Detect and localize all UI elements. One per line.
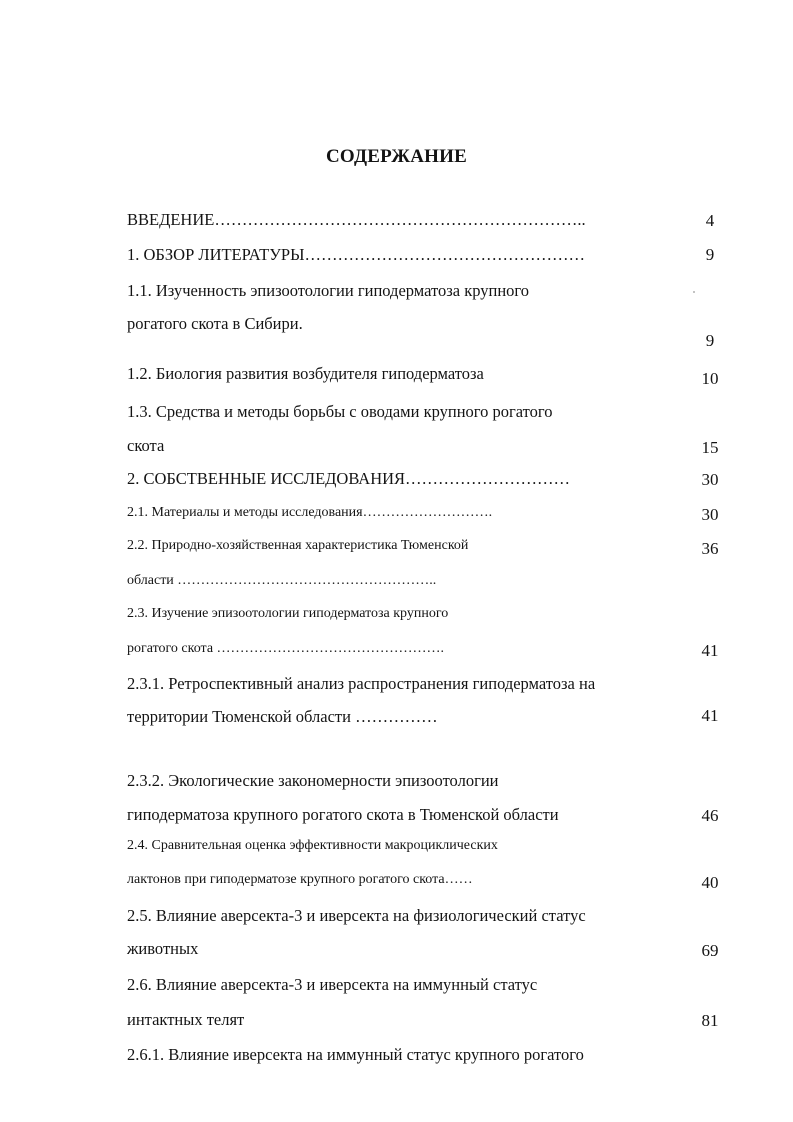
page-number: 69 [701, 941, 719, 960]
page-number: 46 [701, 806, 719, 825]
toc-entry-2-2-line1: 2.2. Природно-хозяйственная характеристика Тюменской [127, 538, 469, 553]
toc-entry-1-1-line2: рогатого скота в Сибири. [127, 314, 303, 333]
toc-entry-2-3-2-line2: гиподерматоза крупного рогатого скота в Тюменской области [127, 805, 559, 824]
toc-entry-2-5-line1: 2.5. Влияние аверсекта-3 и иверсекта на физиологический статус [127, 906, 586, 925]
toc-entry-2-3-line2: рогатого скота …………………………………………. [127, 641, 445, 656]
toc-entry-1-3-line2: скота [127, 436, 165, 455]
toc-entry-1-1-line1: 1.1. Изученность эпизоотологии гиподерматоза крупного [127, 281, 530, 300]
toc-entry-1-3-line1: 1.3. Средства и методы борьбы с оводами крупного рогатого [127, 402, 553, 421]
toc-entry-2-6-line2: интактных телят [127, 1010, 245, 1029]
toc-entry-1-2: 1.2. Биология развития возбудителя гиподерматоза [127, 364, 484, 383]
scan-speck [693, 291, 695, 293]
toc-entry-1: 1. ОБЗОР ЛИТЕРАТУРЫ…………………………………………… [127, 245, 585, 264]
page-number: 40 [701, 873, 719, 892]
page-number: 9 [705, 331, 715, 350]
toc-entry-2: 2. СОБСТВЕННЫЕ ИССЛЕДОВАНИЯ………………………… [127, 469, 571, 488]
page-title: СОДЕРЖАНИЕ [326, 146, 467, 167]
page-number: 36 [701, 539, 719, 558]
toc-entry-2-1: 2.1. Материалы и методы исследования………………………. [127, 505, 493, 520]
toc-entry-introduction: ВВЕДЕНИЕ………………………………………………………….. [127, 210, 586, 229]
page-number: 81 [701, 1011, 719, 1030]
page-number: 41 [701, 706, 719, 725]
toc-entry-2-6-1-line1: 2.6.1. Влияние иверсекта на иммунный статус крупного рогатого [127, 1045, 584, 1064]
toc-entry-2-3-2-line1: 2.3.2. Экологические закономерности эпизоотологии [127, 771, 499, 790]
page-number: 9 [705, 245, 715, 264]
page-number: 4 [705, 211, 715, 230]
toc-entry-2-5-line2: животных [127, 939, 199, 958]
page-number: 30 [701, 505, 719, 524]
toc-entry-2-6-line1: 2.6. Влияние аверсекта-3 и иверсекта на иммунный статус [127, 975, 538, 994]
toc-entry-2-4-line2: лактонов при гиподерматозе крупного рогатого скота…… [127, 872, 473, 887]
toc-entry-2-4-line1: 2.4. Сравнительная оценка эффективности макроциклических [127, 838, 498, 853]
toc-entry-2-2-line2: области ……………………………………………….. [127, 573, 437, 588]
toc-entry-2-3-1-line2: территории Тюменской области …………… [127, 707, 438, 726]
page-number: 30 [701, 470, 719, 489]
page-number: 41 [701, 641, 719, 660]
toc-entry-2-3-line1: 2.3. Изучение эпизоотологии гиподерматоза крупного [127, 606, 449, 621]
page-number: 10 [701, 369, 719, 388]
page-number: 15 [701, 438, 719, 457]
toc-entry-2-3-1-line1: 2.3.1. Ретроспективный анализ распространения гиподерматоза на [127, 674, 596, 693]
